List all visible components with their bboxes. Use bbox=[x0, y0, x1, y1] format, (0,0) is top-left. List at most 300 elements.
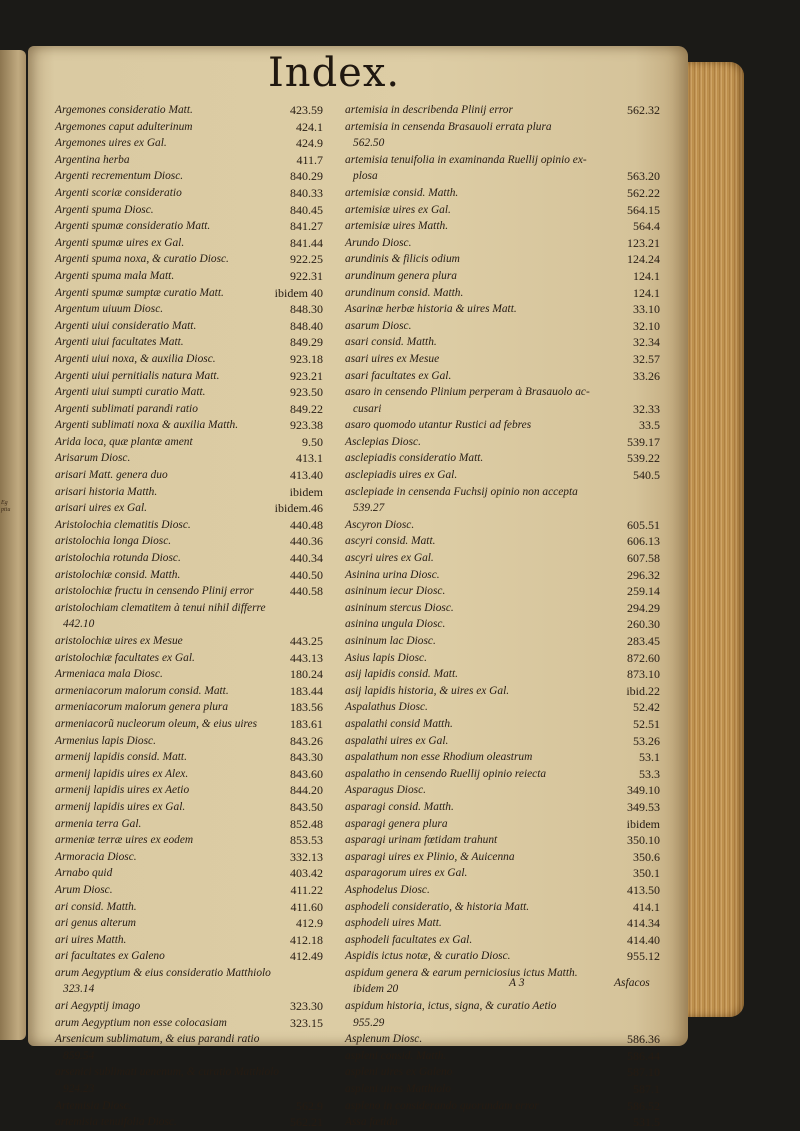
entry-reference: 412.18 bbox=[290, 932, 323, 947]
entry-text: arum Aegyptium non esse colocasiam bbox=[55, 1016, 227, 1029]
entry-reference: 323.15 bbox=[290, 1015, 323, 1030]
entry-text: Arisarum Diosc. bbox=[55, 452, 131, 465]
entry-reference: 53.26 bbox=[633, 733, 660, 748]
index-entry bbox=[345, 102, 660, 119]
index-entry bbox=[55, 119, 323, 136]
entry-text: asaro quomodo utantur Rustici ad febres bbox=[345, 419, 532, 432]
index-entry bbox=[55, 417, 323, 434]
entry-reference: 294.29 bbox=[627, 600, 660, 615]
index-entry bbox=[345, 683, 660, 700]
entry-reference: 332.13 bbox=[290, 849, 323, 864]
entry-reference: 350.10 bbox=[627, 833, 660, 848]
index-entry bbox=[345, 152, 660, 169]
entry-text: aristolochiam clematitem à tenui nihil differre bbox=[55, 601, 266, 614]
index-entry bbox=[345, 434, 660, 451]
entry-text: aspidum genera & earum perniciosius ictus Matth. bbox=[345, 966, 578, 979]
index-entry bbox=[55, 650, 323, 667]
index-entry bbox=[55, 251, 323, 268]
entry-text: asparagorum uires ex Gal. bbox=[345, 867, 468, 880]
entry-reference: 923.38 bbox=[290, 418, 323, 433]
index-entry bbox=[345, 666, 660, 683]
index-entry bbox=[345, 202, 660, 219]
entry-reference: 562.22 bbox=[627, 185, 660, 200]
index-entry bbox=[345, 799, 660, 816]
entry-reference: ibid.22 bbox=[626, 683, 660, 698]
entry-text: Armenius lapis Diosc. bbox=[55, 734, 156, 747]
entry-text: ascyri consid. Matt. bbox=[345, 535, 436, 548]
entry-text: Argenti recrementum Diosc. bbox=[55, 170, 184, 183]
entry-reference: 296.32 bbox=[627, 567, 660, 582]
index-entry bbox=[345, 832, 660, 849]
entry-text: armenij lapidis uires ex Gal. bbox=[55, 800, 186, 813]
entry-reference: 843.30 bbox=[290, 750, 323, 765]
entry-text: 442.10 bbox=[63, 618, 95, 631]
index-entry bbox=[345, 135, 660, 152]
index-entry bbox=[345, 384, 660, 401]
entry-text: asparagi uires ex Plinio, & Auicenna bbox=[345, 850, 515, 863]
entry-reference: 843.50 bbox=[290, 799, 323, 814]
entry-text: Argenti uiui consideratio Matt. bbox=[55, 319, 197, 332]
index-entry bbox=[345, 218, 660, 235]
entry-reference: 848.40 bbox=[290, 318, 323, 333]
index-entry bbox=[345, 368, 660, 385]
index-entry bbox=[345, 650, 660, 667]
entry-text: Argemones uires ex Gal. bbox=[55, 137, 167, 150]
index-entry bbox=[345, 782, 660, 799]
entry-reference: 844.20 bbox=[290, 783, 323, 798]
entry-text: asininum lac Diosc. bbox=[345, 635, 436, 647]
entry-reference: 180.24 bbox=[290, 667, 323, 682]
index-entry bbox=[55, 733, 323, 750]
entry-reference: 32.33 bbox=[633, 401, 660, 416]
entry-reference: 412.9 bbox=[296, 916, 323, 931]
index-entry bbox=[55, 434, 323, 451]
index-entry bbox=[345, 334, 660, 351]
entry-text: Asarinæ herbæ historia & uires Matt. bbox=[345, 303, 517, 316]
entry-reference: 923.50 bbox=[290, 385, 323, 400]
index-entry bbox=[345, 1048, 660, 1065]
entry-text: Arsenicum sublimatum, & eius parandi ratio bbox=[55, 1033, 260, 1046]
entry-text: asari consid. Matth. bbox=[345, 336, 437, 349]
entry-reference: 923.18 bbox=[290, 351, 323, 366]
index-entry bbox=[55, 1015, 323, 1032]
entry-text: Armoracia Diosc. bbox=[55, 850, 137, 863]
index-entry bbox=[345, 467, 660, 484]
entry-reference: 33.10 bbox=[633, 302, 660, 317]
entry-text: 539.27 bbox=[353, 502, 385, 515]
entry-text: aristolochiæ fructu in censendo Plinij error bbox=[55, 585, 254, 598]
entry-reference: 562.9 bbox=[296, 1098, 323, 1113]
entry-text: Asius lapis Diosc. bbox=[345, 651, 427, 664]
entry-reference: 872.60 bbox=[627, 650, 660, 665]
entry-reference: 411.7 bbox=[296, 152, 323, 167]
index-entry bbox=[55, 766, 323, 783]
index-entry bbox=[55, 450, 323, 467]
entry-text: arundinum consid. Matth. bbox=[345, 286, 464, 299]
entry-text: aspleno in considerando quorundam error bbox=[345, 1099, 539, 1112]
index-entry bbox=[55, 401, 323, 418]
entry-text: Armeniaca mala Diosc. bbox=[55, 668, 163, 681]
entry-reference: 443.25 bbox=[290, 634, 323, 648]
index-entry bbox=[55, 616, 323, 633]
entry-reference: 606.13 bbox=[627, 534, 660, 549]
index-entry bbox=[55, 301, 323, 318]
entry-text: ari genus alterum bbox=[55, 917, 136, 930]
entry-text: asphodeli consideratio, & historia Matt. bbox=[345, 900, 530, 913]
page-title: Index. bbox=[268, 50, 401, 96]
entry-text: asphodeli facultates ex Gal. bbox=[345, 933, 473, 946]
index-entry bbox=[345, 1081, 660, 1098]
entry-text: aspleni uires ex Galeno bbox=[345, 1066, 453, 1079]
index-entry bbox=[55, 1081, 323, 1098]
entry-reference: 587.1 bbox=[633, 1082, 660, 1097]
entry-reference: 562.32 bbox=[627, 103, 660, 117]
left-index-column bbox=[55, 102, 323, 1131]
index-entry bbox=[55, 749, 323, 766]
entry-text: asarum Diosc. bbox=[345, 319, 412, 332]
index-entry bbox=[55, 218, 323, 235]
index-entry bbox=[55, 832, 323, 849]
entry-text: Asphodelus Diosc. bbox=[345, 883, 430, 896]
entry-reference: 605.51 bbox=[627, 517, 660, 532]
index-entry bbox=[55, 583, 323, 600]
entry-reference: 843.60 bbox=[290, 766, 323, 781]
index-entry bbox=[55, 699, 323, 716]
entry-reference: ibidem bbox=[289, 484, 323, 499]
entry-reference: 124.1 bbox=[633, 285, 660, 300]
entry-reference: 403.42 bbox=[290, 866, 323, 881]
entry-reference: 424.1 bbox=[296, 119, 323, 134]
entry-reference: 424.9 bbox=[296, 136, 323, 151]
entry-reference: 440.34 bbox=[290, 551, 323, 566]
index-entry bbox=[55, 550, 323, 567]
index-entry bbox=[345, 1031, 660, 1048]
index-entry bbox=[345, 981, 660, 998]
entry-reference: 413.1 bbox=[296, 451, 323, 466]
entry-text: ibidem 20 bbox=[353, 983, 399, 996]
entry-reference: 414.1 bbox=[633, 899, 660, 914]
entry-text: Argentina herba bbox=[55, 153, 130, 166]
entry-reference: 563.20 bbox=[627, 169, 660, 184]
entry-reference: 853.53 bbox=[290, 833, 323, 848]
entry-text: asininum iecur Diosc. bbox=[345, 585, 446, 598]
index-entry bbox=[55, 816, 323, 833]
entry-text: Argenti spuma noxa, & curatio Diosc. bbox=[55, 253, 229, 266]
entry-text: arisari historia Matth. bbox=[55, 485, 158, 498]
index-entry bbox=[55, 799, 323, 816]
entry-text: artemisia tenuifolia Diosc. bbox=[55, 1116, 177, 1129]
entry-text: ari Aegyptij imago bbox=[55, 1000, 141, 1013]
entry-reference: 440.58 bbox=[290, 584, 323, 599]
entry-text: Assa fœtida bbox=[345, 1116, 398, 1129]
entry-reference: 53.1 bbox=[639, 750, 660, 765]
index-entry bbox=[345, 351, 660, 368]
entry-text: 924.23 bbox=[63, 1083, 95, 1096]
index-entry bbox=[345, 749, 660, 766]
entry-reference: ibidem.46 bbox=[274, 501, 323, 516]
entry-text: armenia terra Gal. bbox=[55, 817, 142, 830]
entry-text: Aspalathus Diosc. bbox=[345, 701, 428, 714]
margin-note: Eg ptiu bbox=[1, 500, 11, 513]
entry-text: Argenti uiui noxa, & auxilia Diosc. bbox=[55, 352, 216, 365]
entry-text: artemisiæ uires ex Gal. bbox=[345, 203, 451, 216]
entry-text: aristolochia rotunda Diosc. bbox=[55, 552, 181, 565]
entry-reference: ibidem bbox=[626, 816, 660, 831]
entry-text: arum Aegyptium & eius consideratio Matthiolo bbox=[55, 966, 271, 979]
entry-text: asclepiade in censenda Fuchsij opinio non accepta bbox=[345, 485, 578, 498]
index-entry bbox=[55, 268, 323, 285]
entry-text: Asplenum Diosc. bbox=[345, 1033, 423, 1046]
entry-text: Aspidis ictus notæ, & curatio Diosc. bbox=[345, 950, 511, 963]
entry-reference: 848.30 bbox=[290, 302, 323, 317]
entry-reference: 33.26 bbox=[633, 368, 660, 383]
entry-text: Argenti sublimati noxa & auxilia Matth. bbox=[55, 419, 239, 432]
entry-text: aristolochiæ facultates ex Gal. bbox=[55, 651, 195, 664]
entry-reference: 52.51 bbox=[633, 716, 660, 731]
entry-reference: 843.26 bbox=[290, 733, 323, 748]
index-entry bbox=[345, 285, 660, 302]
entry-text: Arnabo quid bbox=[55, 867, 113, 880]
entry-text: Argenti sublimati parandi ratio bbox=[55, 402, 198, 415]
entry-reference: 414.34 bbox=[627, 916, 660, 931]
entry-text: Argentum uiuum Diosc. bbox=[55, 303, 164, 316]
entry-reference: 52.42 bbox=[633, 700, 660, 715]
entry-text: aristolochia longa Diosc. bbox=[55, 535, 172, 548]
index-entry bbox=[345, 119, 660, 136]
entry-text: asparagi genera plura bbox=[345, 817, 448, 830]
entry-reference: 124.24 bbox=[627, 252, 660, 267]
entry-reference: 259.14 bbox=[627, 584, 660, 599]
index-entry bbox=[55, 1114, 323, 1131]
index-entry bbox=[55, 285, 323, 302]
entry-reference: 564.15 bbox=[627, 202, 660, 217]
entry-text: Arum Diosc. bbox=[55, 883, 113, 896]
entry-reference: 923.21 bbox=[290, 368, 323, 383]
entry-reference: 840.45 bbox=[290, 202, 323, 217]
entry-text: cusari bbox=[353, 402, 382, 415]
entry-reference: 124.1 bbox=[633, 268, 660, 283]
entry-reference: 531.5 bbox=[633, 1115, 660, 1130]
entry-text: Argenti spuma Diosc. bbox=[55, 203, 154, 216]
entry-text: Argenti spumæ uires ex Gal. bbox=[55, 236, 185, 249]
entry-text: aspleni uires Matthiolo bbox=[345, 1083, 451, 1096]
entry-reference: 123.21 bbox=[627, 235, 660, 250]
entry-reference: 540.5 bbox=[633, 468, 660, 483]
entry-text: aristolochiæ uires ex Mesue bbox=[55, 635, 183, 647]
entry-text: Argenti uiui pernitialis natura Matt. bbox=[55, 369, 220, 382]
entry-text: arundinis & filicis odium bbox=[345, 253, 460, 266]
entry-reference: 412.49 bbox=[290, 949, 323, 964]
entry-reference: 587.10 bbox=[627, 1065, 660, 1080]
index-entry bbox=[55, 102, 323, 119]
index-entry bbox=[55, 567, 323, 584]
index-entry bbox=[345, 882, 660, 899]
index-entry bbox=[55, 1098, 323, 1115]
entry-text: 562.50 bbox=[353, 137, 385, 150]
index-entry bbox=[345, 699, 660, 716]
index-entry bbox=[345, 533, 660, 550]
entry-text: Argenti scoriæ consideratio bbox=[55, 186, 182, 199]
index-entry bbox=[55, 484, 323, 501]
entry-reference: 9.50 bbox=[302, 434, 323, 449]
index-entry bbox=[55, 467, 323, 484]
entry-reference: 607.58 bbox=[627, 551, 660, 566]
entry-text: armenij lapidis uires ex Aetio bbox=[55, 784, 190, 797]
entry-text: Ascyron Diosc. bbox=[345, 518, 415, 531]
index-entry bbox=[55, 384, 323, 401]
entry-reference: 440.48 bbox=[290, 517, 323, 532]
entry-reference: 283.45 bbox=[627, 634, 660, 648]
entry-reference: 183.56 bbox=[290, 700, 323, 715]
entry-text: Argenti uiui sumpti curatio Matt. bbox=[55, 386, 206, 399]
entry-text: arsenici sublimati uenenum, & curatio Matthiolo bbox=[55, 1066, 279, 1079]
entry-reference: 955.12 bbox=[627, 949, 660, 964]
index-entry bbox=[55, 965, 323, 982]
entry-reference: 852.48 bbox=[290, 816, 323, 831]
entry-text: 859.54 bbox=[63, 1049, 95, 1062]
entry-text: ari consid. Matth. bbox=[55, 900, 137, 913]
entry-reference: 539.17 bbox=[627, 434, 660, 449]
entry-reference: 411.60 bbox=[290, 899, 323, 914]
entry-reference: 841.27 bbox=[290, 219, 323, 234]
entry-text: Argenti spuma mala Matt. bbox=[55, 269, 175, 282]
entry-text: asari uires ex Mesue bbox=[345, 352, 440, 365]
index-entry bbox=[345, 766, 660, 783]
entry-reference: 564.4 bbox=[633, 219, 660, 234]
index-entry bbox=[55, 882, 323, 899]
index-entry bbox=[55, 318, 323, 335]
entry-text: armenij lapidis consid. Matt. bbox=[55, 751, 187, 764]
entry-text: asij lapidis consid. Matt. bbox=[345, 668, 458, 681]
entry-text: Arida loca, quæ plantæ ament bbox=[55, 435, 193, 448]
entry-reference: 32.34 bbox=[633, 335, 660, 350]
entry-reference: 183.44 bbox=[290, 683, 323, 698]
index-entry bbox=[55, 948, 323, 965]
index-entry bbox=[345, 816, 660, 833]
entry-text: 323.14 bbox=[63, 983, 95, 996]
entry-text: 955.29 bbox=[353, 1016, 385, 1029]
entry-text: armeniæ terræ uires ex eodem bbox=[55, 834, 194, 847]
index-entry bbox=[55, 1048, 323, 1065]
entry-reference: 350.6 bbox=[633, 849, 660, 864]
entry-reference: ibidem 40 bbox=[274, 285, 323, 300]
entry-text: aspalatho in censendo Ruellij opinio reiecta bbox=[345, 767, 547, 780]
entry-text: aspalathi consid Matth. bbox=[345, 717, 453, 730]
entry-text: aspidum historia, ictus, signa, & curatio Aetio bbox=[345, 1000, 557, 1013]
entry-text: asclepiadis consideratio Matt. bbox=[345, 452, 484, 465]
entry-text: artemisiæ consid. Matth. bbox=[345, 186, 459, 199]
index-entry bbox=[55, 865, 323, 882]
index-entry bbox=[345, 716, 660, 733]
index-entry bbox=[345, 168, 660, 185]
entry-reference: 440.50 bbox=[290, 567, 323, 582]
entry-reference: 849.22 bbox=[290, 401, 323, 416]
entry-text: Argenti spumæ consideratio Matt. bbox=[55, 220, 211, 233]
entry-reference: 922.25 bbox=[290, 252, 323, 267]
index-entry bbox=[345, 616, 660, 633]
entry-text: arundinum genera plura bbox=[345, 269, 458, 282]
entry-text: asaro in censendo Plinium perperam à Brasauolo ac- bbox=[345, 386, 590, 399]
index-entry bbox=[55, 915, 323, 932]
entry-reference: 586.36 bbox=[627, 1032, 660, 1047]
index-entry bbox=[345, 268, 660, 285]
index-entry bbox=[55, 185, 323, 202]
entry-reference: 33.5 bbox=[639, 418, 660, 433]
entry-text: aspleni consid. Matth. bbox=[345, 1049, 447, 1062]
entry-text: aspalathi uires ex Gal. bbox=[345, 734, 449, 747]
entry-reference: 53.3 bbox=[639, 766, 660, 781]
index-entry bbox=[55, 998, 323, 1015]
index-entry bbox=[55, 202, 323, 219]
index-entry bbox=[345, 915, 660, 932]
entry-reference: 539.22 bbox=[627, 451, 660, 466]
index-entry bbox=[55, 899, 323, 916]
entry-text: Argenti uiui facultates Matt. bbox=[55, 336, 184, 349]
index-entry bbox=[55, 235, 323, 252]
entry-reference: 32.57 bbox=[633, 351, 660, 366]
entry-text: artemisia in describenda Plinij error bbox=[345, 104, 513, 116]
entry-text: plosa bbox=[353, 170, 378, 183]
index-entry bbox=[345, 899, 660, 916]
entry-text: aristolochiæ consid. Matth. bbox=[55, 568, 181, 581]
left-page-edge bbox=[0, 50, 26, 1040]
index-entry bbox=[55, 351, 323, 368]
entry-text: artemisiæ uires Matth. bbox=[345, 220, 449, 233]
entry-reference: 440.36 bbox=[290, 534, 323, 549]
entry-text: asclepiadis uires ex Gal. bbox=[345, 469, 458, 482]
index-entry bbox=[345, 1114, 660, 1131]
index-entry bbox=[55, 135, 323, 152]
entry-text: Arundo Diosc. bbox=[345, 236, 412, 249]
index-entry bbox=[55, 683, 323, 700]
index-entry bbox=[55, 1064, 323, 1081]
entry-text: asininum stercus Diosc. bbox=[345, 601, 454, 614]
entry-text: ari uires Matth. bbox=[55, 933, 127, 946]
index-entry bbox=[345, 567, 660, 584]
book-fore-edge bbox=[688, 62, 744, 1017]
index-entry bbox=[55, 666, 323, 683]
index-entry bbox=[55, 849, 323, 866]
index-entry bbox=[55, 932, 323, 949]
index-entry bbox=[55, 716, 323, 733]
entry-text: armenij lapidis uires ex Alex. bbox=[55, 767, 189, 780]
index-entry bbox=[55, 152, 323, 169]
entry-text: arisari uires ex Gal. bbox=[55, 502, 147, 515]
index-entry bbox=[345, 1098, 660, 1115]
entry-text: Argenti spumæ sumptæ curatio Matt. bbox=[55, 286, 224, 299]
index-entry bbox=[345, 450, 660, 467]
index-entry bbox=[55, 600, 323, 617]
entry-text: armeniacorũ nucleorum oleum, & eius uires bbox=[55, 717, 258, 730]
entry-text: armeniacorum malorum consid. Matt. bbox=[55, 684, 229, 697]
entry-reference: 840.29 bbox=[290, 169, 323, 184]
entry-text: ascyri uires ex Gal. bbox=[345, 552, 434, 565]
index-entry bbox=[345, 865, 660, 882]
entry-text: aspalathum non esse Rhodium oleastrum bbox=[345, 751, 533, 764]
entry-reference: 840.33 bbox=[290, 185, 323, 200]
index-entry bbox=[345, 633, 660, 650]
entry-text: Artemisia Diosc. bbox=[55, 1099, 132, 1112]
index-entry bbox=[345, 484, 660, 501]
entry-text: Argemones caput adulterinum bbox=[55, 120, 193, 133]
index-entry bbox=[345, 185, 660, 202]
signature-mark: A 3 bbox=[509, 977, 525, 989]
entry-reference: 323.30 bbox=[290, 999, 323, 1014]
index-entry bbox=[345, 417, 660, 434]
entry-text: Aristolochia clematitis Diosc. bbox=[55, 518, 191, 531]
entry-text: artemisia in censenda Brasauoli errata plura bbox=[345, 120, 552, 133]
index-entry bbox=[55, 368, 323, 385]
